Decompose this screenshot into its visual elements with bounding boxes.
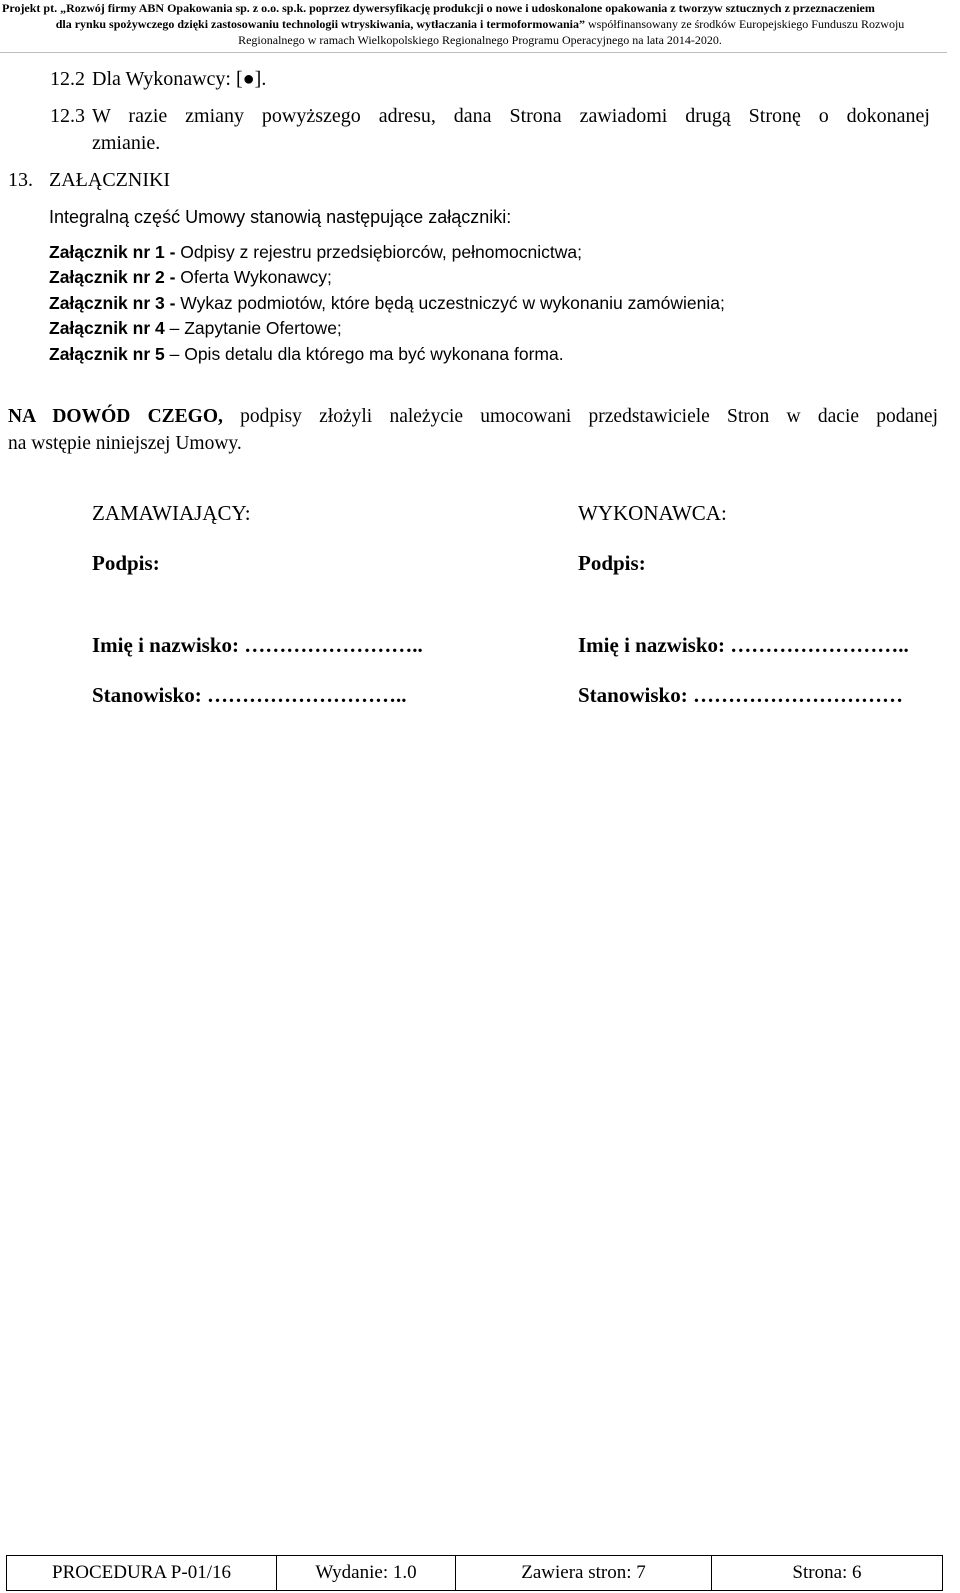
- signature-left-party: ZAMAWIAJĄCY:: [92, 501, 251, 525]
- footer-edition: Wydanie: 1.0: [277, 1556, 456, 1591]
- attachment-2-text: Oferta Wykonawcy;: [175, 267, 332, 287]
- header-line-1: [0, 0, 960, 16]
- header-line-2-regular: współfinansowany ze środków Europejskiego Funduszu Rozwoju: [585, 17, 905, 31]
- closing-line-2: na wstępie niniejszej Umowy.: [8, 433, 242, 454]
- header-line-2-bold: dla rynku spożywczego dzięki zastosowaniu technologii wtryskiwania, wytłaczania i termoformowania”: [55, 17, 585, 31]
- attachment-3: [49, 292, 725, 314]
- attachments-intro: Integralną część Umowy stanowią następujące załączniki:: [49, 207, 512, 227]
- closing-line-1: [8, 405, 938, 429]
- clause-12-3-text-line-1: W razie zmiany powyższego adresu, dana Strona zawiadomi drugą Stronę o dokonanej: [92, 105, 930, 127]
- attachment-1-label: Załącznik nr 1 -: [49, 242, 176, 262]
- footer-page-number: Strona: 6: [712, 1556, 943, 1591]
- signature-left-name: Imię i nazwisko: ……………………..: [92, 633, 423, 657]
- signature-right-party: WYKONAWCA:: [578, 501, 727, 525]
- signature-right-name: Imię i nazwisko: ……………………..: [578, 633, 909, 657]
- signature-right-sign: Podpis:: [578, 551, 646, 575]
- clause-12-3-number: 12.3: [50, 105, 85, 127]
- attachment-1: [49, 241, 582, 263]
- attachment-5-text: – Opis detalu dla którego ma być wykonana forma.: [164, 344, 564, 364]
- clause-12-3-text-line-2: zmianie.: [92, 132, 161, 154]
- footer-row: [7, 1556, 943, 1591]
- clause-12-2-text: Dla Wykonawcy: [●].: [92, 68, 267, 90]
- attachment-2-label: Załącznik nr 2 -: [49, 267, 176, 287]
- footer-table: [6, 1555, 943, 1591]
- header-line-3: Regionalnego w ramach Wielkopolskiego Regionalnego Programu Operacyjnego na lata 2014-2020.: [238, 33, 722, 47]
- attachment-1-text: Odpisy z rejestru przedsiębiorców, pełnomocnictwa;: [175, 242, 583, 262]
- closing-lead: NA DOWÓD CZEGO,: [8, 406, 223, 427]
- attachment-4-text: – Zapytanie Ofertowe;: [164, 318, 342, 338]
- attachment-5-label: Załącznik nr 5: [49, 344, 165, 364]
- signature-right-position: Stanowisko: …………………………: [578, 683, 903, 707]
- document-header: [0, 0, 960, 48]
- clause-13-title: ZAŁĄCZNIKI: [49, 169, 171, 191]
- attachment-2: [49, 266, 332, 288]
- attachment-3-label: Załącznik nr 3 -: [49, 293, 176, 313]
- closing-line-1-rest: podpisy złożyli należycie umocowani przedstawiciele Stron w dacie podanej: [222, 406, 938, 427]
- footer-procedure: PROCEDURA P-01/16: [7, 1556, 277, 1591]
- clause-12-2-number: 12.2: [50, 68, 85, 90]
- header-line-2: [0, 16, 960, 32]
- clause-13-number: 13.: [8, 169, 33, 191]
- header-line-1-text: Projekt pt. „Rozwój firmy ABN Opakowania sp. z o.o. sp.k. poprzez dywersyfikację produkcji o nowe i udoskonalone opakowania z tworzyw sztucznych z przeznaczeniem: [2, 1, 875, 15]
- signature-left-sign: Podpis:: [92, 551, 160, 575]
- footer-pages-total: Zawiera stron: 7: [456, 1556, 712, 1591]
- header-divider: [0, 52, 947, 53]
- attachment-3-text: Wykaz podmiotów, które będą uczestniczyć w wykonaniu zamówienia;: [175, 293, 725, 313]
- attachment-4-label: Załącznik nr 4: [49, 318, 165, 338]
- attachment-5: [49, 343, 564, 365]
- signature-left-position: Stanowisko: ………………………..: [92, 683, 407, 707]
- attachment-4: [49, 317, 342, 339]
